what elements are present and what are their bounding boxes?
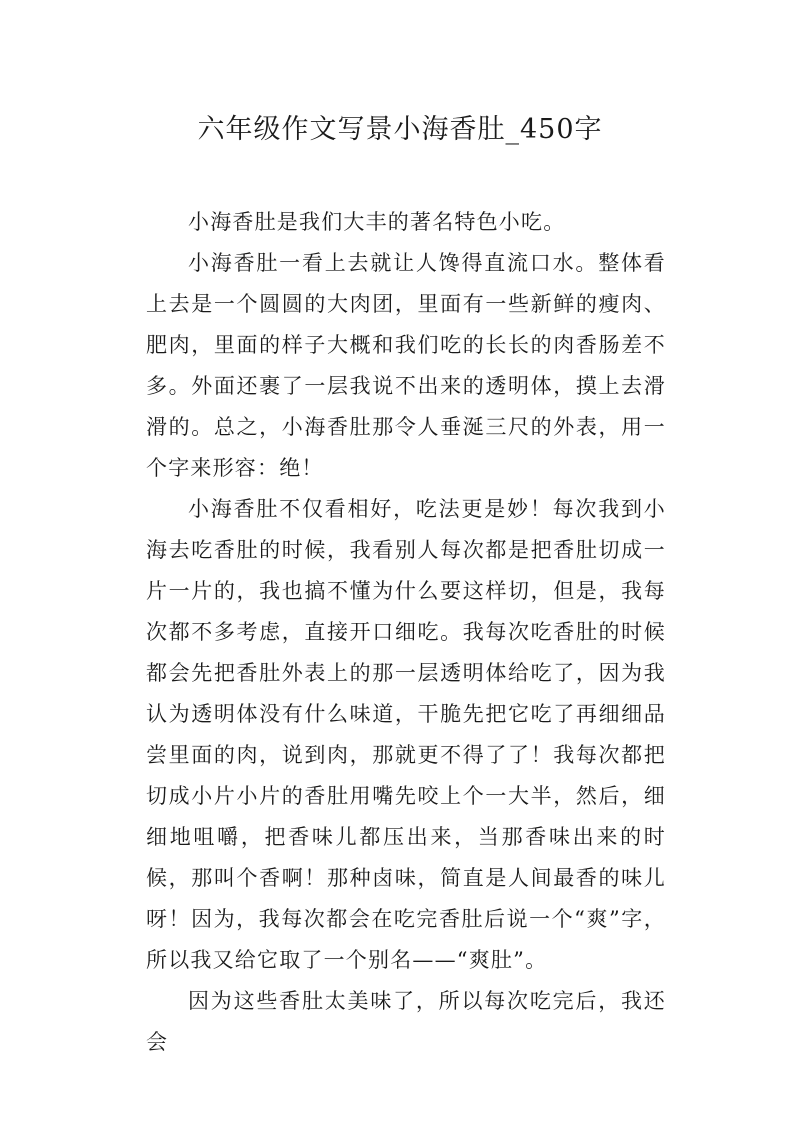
document-body bbox=[146, 202, 666, 1063]
paragraph-4: 因为这些香肚太美味了，所以每次吃完后，我还会 bbox=[146, 989, 666, 1054]
paragraph-1: 小海香肚是我们大丰的著名特色小吃。 bbox=[188, 210, 566, 234]
document-title: 六年级作文写景小海香肚_450字 bbox=[197, 114, 603, 145]
paragraph-2: 小海香肚一看上去就让人馋得直流口水。整体看上去是一个圆圆的大肉团，里面有一些新鲜的瘦肉、肥肉，里面的样子大概和我们吃的长长的肉香肠差不多。外面还裹了一层我说不出来的透明体，摸上去滑滑的。总之，小海香肚那令人垂涎三尺的外表，用一个字来形容：绝！ bbox=[146, 251, 666, 480]
paragraph-3: 小海香肚不仅看相好，吃法更是妙！每次我到小海去吃香肚的时候，我看别人每次都是把香肚切成一片一片的，我也搞不懂为什么要这样切，但是，我每次都不多考虑，直接开口细吃。我每次吃香肚的时候都会先把香肚外表上的那一层透明体给吃了，因为我认为透明体没有什么味道，干脆先把它吃了再细细品尝里面的肉，说到肉，那就更不得了了！我每次都把切成小片小片的香肚用嘴先咬上个一大半，然后，细细地咀嚼，把香味儿都压出来，当那香味出来的时候，那叫个香啊！那种卤味，简直是人间最香的味儿呀！因为，我每次都会在吃完香肚后说一个“爽”字，所以我又给它取了一个别名——“爽肚”。 bbox=[146, 497, 666, 972]
